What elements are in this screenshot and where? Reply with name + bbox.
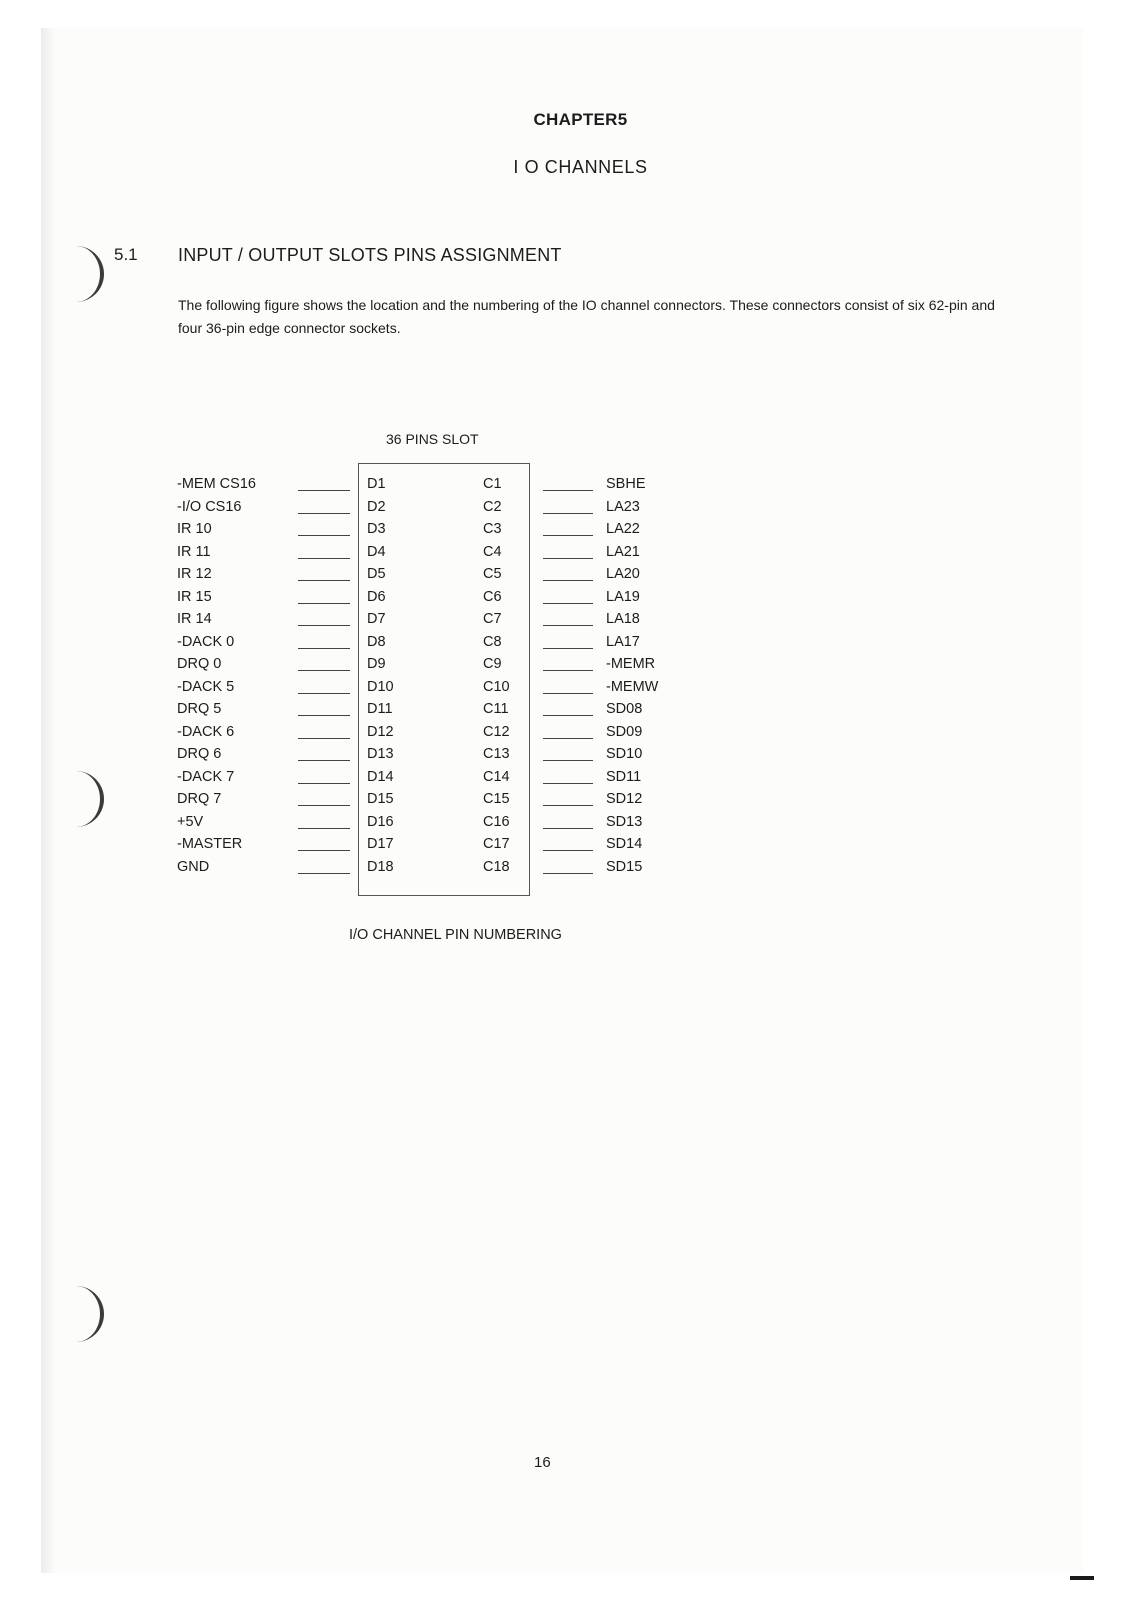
connector-line: [543, 828, 593, 829]
left-signal-label: DRQ 0: [177, 656, 222, 672]
left-signal-label: GND: [177, 858, 210, 875]
connector-line: [298, 760, 350, 761]
connector-line: [298, 783, 350, 784]
left-signal-label: -I/O CS16: [177, 498, 242, 515]
connector-line: [298, 738, 350, 739]
chapter-title: CHAPTER5: [533, 110, 628, 129]
left-signal-label: DRQ 6: [177, 746, 222, 762]
pin-c-label: C9: [483, 656, 502, 672]
connector-line: [298, 805, 350, 806]
pin-c-label: C17: [483, 836, 510, 852]
pin-row: [0, 676, 1131, 698]
scan-edge-mark: [1070, 1576, 1094, 1580]
pin-row: [0, 563, 1131, 585]
left-signal-label: DRQ 7: [177, 791, 222, 807]
pin-c-label: C2: [483, 498, 502, 515]
connector-line: [543, 670, 593, 671]
connector-line: [543, 873, 593, 874]
pin-row: [0, 473, 1131, 495]
left-signal-label: IR 10: [177, 521, 212, 537]
left-signal-label: -DACK 6: [177, 723, 235, 740]
pin-row: [0, 721, 1131, 743]
chapter-subtitle: I O CHANNELS: [513, 157, 648, 177]
intro-paragraph: The following figure shows the location and the numbering of the IO channel connectors. These connectors consist of six 62-pin and four 36-pin edge connector sockets.: [178, 297, 995, 336]
left-signal-label: IR 12: [177, 566, 212, 582]
connector-line: [543, 625, 593, 626]
left-signal-label: -DACK 7: [177, 768, 235, 785]
pin-c-label: C1: [483, 476, 502, 492]
connector-line: [298, 558, 350, 559]
pin-c-label: C10: [483, 678, 510, 695]
connector-line: [298, 603, 350, 604]
pin-c-label: C18: [483, 858, 510, 875]
connector-line: [298, 490, 350, 491]
pin-c-label: C12: [483, 723, 510, 740]
pin-d-label: D10: [367, 678, 394, 695]
pin-c-label: C6: [483, 588, 502, 605]
left-signal-label: -MEM CS16: [177, 476, 256, 492]
pin-d-label: D9: [367, 656, 386, 672]
right-signal-label: SD08: [606, 701, 643, 717]
connector-line: [543, 558, 593, 559]
figure-caption: I/O CHANNEL PIN NUMBERING: [349, 927, 562, 943]
left-signal-label: -DACK 5: [177, 678, 235, 695]
right-signal-label: LA21: [606, 543, 640, 560]
pin-d-label: D1: [367, 476, 386, 492]
pin-d-label: D11: [367, 701, 393, 717]
connector-line: [298, 693, 350, 694]
pin-d-label: D15: [367, 791, 394, 807]
right-signal-label: LA19: [606, 588, 640, 605]
pin-d-label: D17: [367, 836, 394, 852]
pin-c-label: C5: [483, 566, 502, 582]
connector-line: [298, 625, 350, 626]
pin-d-label: D7: [367, 611, 386, 627]
pin-d-label: D5: [367, 566, 386, 582]
left-signal-label: IR 14: [177, 611, 212, 627]
right-signal-label: -MEMR: [606, 656, 656, 672]
pin-row: [0, 766, 1131, 788]
pin-row: [0, 586, 1131, 608]
left-signal-label: +5V: [177, 813, 204, 830]
pin-row: [0, 608, 1131, 630]
section-number: 5.1: [114, 245, 138, 264]
left-signal-label: DRQ 5: [177, 701, 222, 717]
pin-c-label: C14: [483, 768, 510, 785]
connector-line: [543, 580, 593, 581]
pin-row: [0, 856, 1131, 878]
pin-d-label: D6: [367, 588, 386, 605]
right-signal-label: -MEMW: [606, 678, 659, 695]
section-heading: INPUT / OUTPUT SLOTS PINS ASSIGNMENT: [178, 245, 562, 265]
right-signal-label: SD12: [606, 791, 643, 807]
connector-line: [543, 490, 593, 491]
connector-line: [298, 715, 350, 716]
pin-d-label: D8: [367, 633, 386, 650]
pin-row: [0, 518, 1131, 540]
pin-row: [0, 788, 1131, 810]
pin-d-label: D12: [367, 723, 394, 740]
pin-c-label: C11: [483, 701, 509, 717]
connector-line: [298, 670, 350, 671]
left-signal-label: -DACK 0: [177, 633, 235, 650]
connector-line: [543, 805, 593, 806]
pin-d-label: D3: [367, 521, 386, 537]
right-signal-label: SD11: [606, 768, 642, 785]
pin-d-label: D4: [367, 543, 386, 560]
connector-line: [543, 603, 593, 604]
pin-d-label: D16: [367, 813, 394, 830]
pin-c-label: C3: [483, 521, 502, 537]
pin-c-label: C4: [483, 543, 502, 560]
right-signal-label: LA17: [606, 633, 640, 650]
right-signal-label: SD09: [606, 723, 643, 740]
connector-line: [543, 648, 593, 649]
pin-c-label: C15: [483, 791, 510, 807]
pin-row: [0, 631, 1131, 653]
right-signal-label: SD14: [606, 836, 643, 852]
left-signal-label: IR 15: [177, 588, 212, 605]
right-signal-label: SBHE: [606, 476, 646, 492]
pin-row: [0, 653, 1131, 675]
pin-row: [0, 811, 1131, 833]
pin-d-label: D13: [367, 746, 394, 762]
page-number: 16: [534, 1454, 551, 1471]
connector-line: [298, 850, 350, 851]
right-signal-label: LA23: [606, 498, 640, 515]
connector-line: [298, 648, 350, 649]
connector-line: [543, 513, 593, 514]
pin-row: [0, 743, 1131, 765]
left-signal-label: -MASTER: [177, 836, 243, 852]
connector-line: [543, 715, 593, 716]
slot-title: 36 PINS SLOT: [386, 431, 479, 447]
right-signal-label: LA20: [606, 566, 640, 582]
pin-row: [0, 496, 1131, 518]
pin-row: [0, 833, 1131, 855]
connector-line: [298, 513, 350, 514]
pin-row: [0, 541, 1131, 563]
connector-line: [298, 535, 350, 536]
pin-c-label: C16: [483, 813, 510, 830]
connector-line: [543, 738, 593, 739]
connector-line: [543, 850, 593, 851]
pin-c-label: C8: [483, 633, 502, 650]
pin-d-label: D2: [367, 498, 386, 515]
right-signal-label: LA18: [606, 611, 640, 627]
pin-c-label: C13: [483, 746, 510, 762]
connector-line: [298, 580, 350, 581]
connector-line: [543, 783, 593, 784]
right-signal-label: SD15: [606, 858, 643, 875]
left-signal-label: IR 11: [177, 543, 211, 560]
connector-line: [298, 873, 350, 874]
right-signal-label: LA22: [606, 521, 640, 537]
connector-line: [298, 828, 350, 829]
connector-line: [543, 760, 593, 761]
right-signal-label: SD10: [606, 746, 643, 762]
pin-d-label: D14: [367, 768, 394, 785]
pin-row: [0, 698, 1131, 720]
connector-line: [543, 693, 593, 694]
pin-d-label: D18: [367, 858, 394, 875]
connector-line: [543, 535, 593, 536]
right-signal-label: SD13: [606, 813, 643, 830]
pin-c-label: C7: [483, 611, 502, 627]
